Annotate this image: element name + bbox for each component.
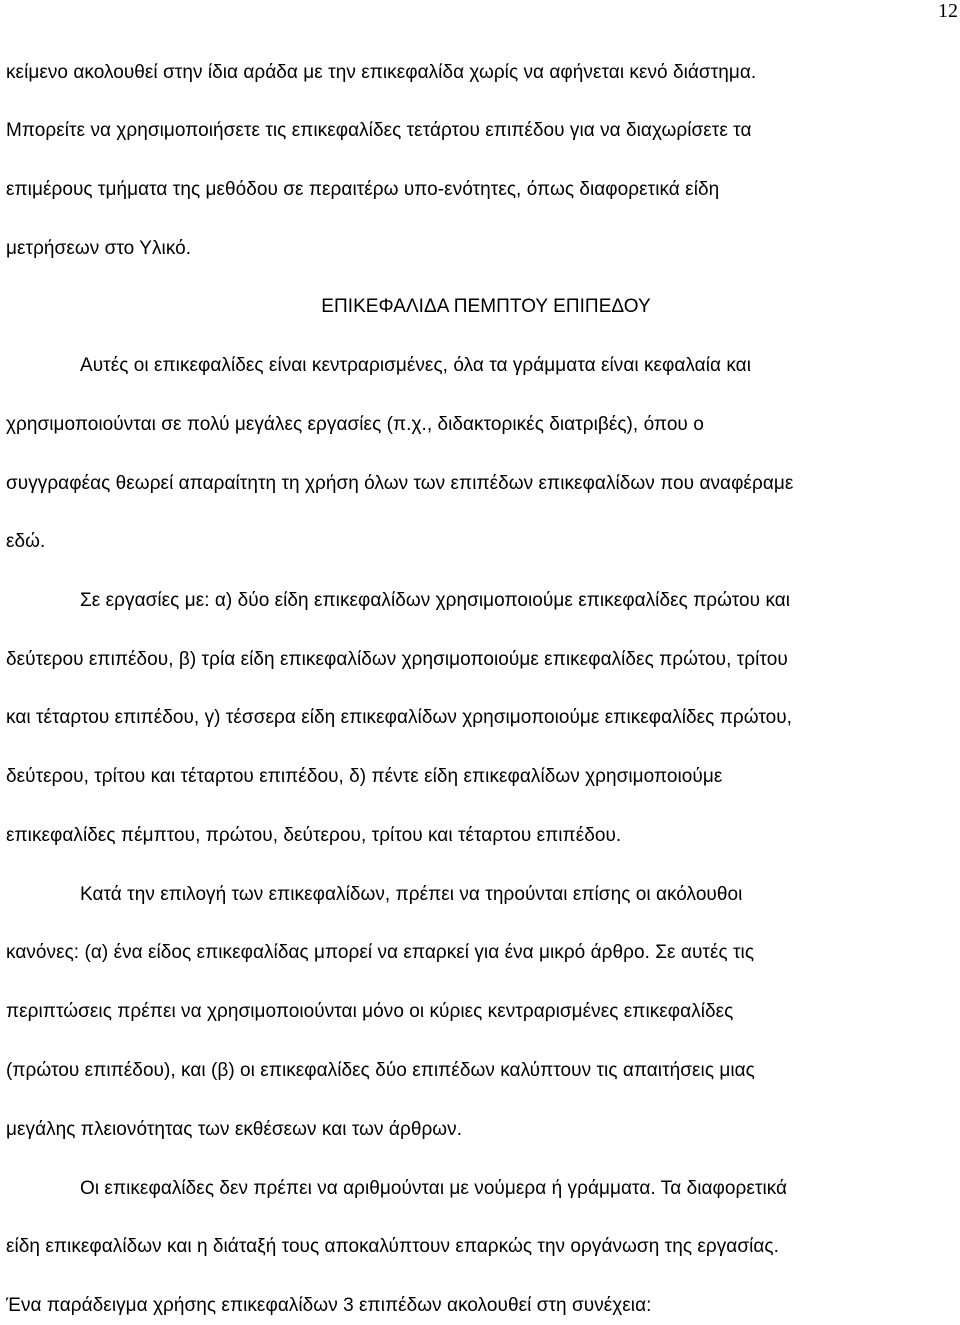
- text-line: επικεφαλίδες πέμπτου, πρώτου, δεύτερου, τρίτου και τέταρτου επιπέδου.: [6, 825, 622, 846]
- text-line: μεγάλης πλειονότητας των εκθέσεων και των άρθρων.: [6, 1119, 463, 1140]
- text-line: επιμέρους τμήματα της μεθόδου σε περαιτέρω υπο-ενότητες, όπως διαφορετικά είδη: [6, 179, 720, 200]
- text-line: Μπορείτε να χρησιμοποιήσετε τις επικεφαλίδες τετάρτου επιπέδου για να διαχωρίσετε τα: [6, 120, 752, 141]
- text-line: Οι επικεφαλίδες δεν πρέπει να αριθμούνται με νούμερα ή γράμματα. Τα διαφορετικά: [80, 1178, 788, 1199]
- text-line: μετρήσεων στο Υλικό.: [6, 238, 192, 259]
- page-number: 12: [938, 0, 958, 22]
- text-line: είδη επικεφαλίδων και η διάταξή τους αποκαλύπτουν επαρκώς την οργάνωση της εργασίας.: [6, 1236, 779, 1257]
- text-line: κείμενο ακολουθεί στην ίδια αράδα με την επικεφαλίδα χωρίς να αφήνεται κενό διάστημα.: [6, 62, 757, 83]
- text-line: συγγραφέας θεωρεί απαραίτητη τη χρήση όλων των επιπέδων επικεφαλίδων που αναφέραμε: [6, 473, 794, 494]
- text-line: χρησιμοποιούνται σε πολύ μεγάλες εργασίες (π.χ., διδακτορικές διατριβές), όπου ο: [6, 414, 704, 435]
- text-line: κανόνες: (α) ένα είδος επικεφαλίδας μπορεί να επαρκεί για ένα μικρό άρθρο. Σε αυτές τις: [6, 942, 755, 963]
- section-heading: ΕΠΙΚΕΦΑΛΙΔΑ ΠΕΜΠΤΟΥ ΕΠΙΠΕΔΟΥ: [321, 296, 651, 317]
- text-line: Ένα παράδειγμα χρήσης επικεφαλίδων 3 επιπέδων ακολουθεί στη συνέχεια:: [6, 1295, 652, 1316]
- text-line: (πρώτου επιπέδου), και (β) οι επικεφαλίδες δύο επιπέδων καλύπτουν τις απαιτήσεις μιας: [6, 1060, 755, 1081]
- text-line: Σε εργασίες με: α) δύο είδη επικεφαλίδων χρησιμοποιούμε επικεφαλίδες πρώτου και: [80, 590, 791, 611]
- text-line: εδώ.: [6, 531, 46, 552]
- text-line: Αυτές οι επικεφαλίδες είναι κεντραρισμένες, όλα τα γράμματα είναι κεφαλαία και: [80, 355, 751, 376]
- text-line: περιπτώσεις πρέπει να χρησιμοποιούνται μόνο οι κύριες κεντραρισμένες επικεφαλίδες: [6, 1001, 734, 1022]
- text-line: Κατά την επιλογή των επικεφαλίδων, πρέπει να τηρούνται επίσης οι ακόλουθοι: [80, 884, 743, 905]
- text-line: δεύτερου επιπέδου, β) τρία είδη επικεφαλίδων χρησιμοποιούμε επικεφαλίδες πρώτου, τρίτου: [6, 649, 788, 670]
- text-line: δεύτερου, τρίτου και τέταρτου επιπέδου, δ) πέντε είδη επικεφαλίδων χρησιμοποιούμε: [6, 766, 723, 787]
- text-line: και τέταρτου επιπέδου, γ) τέσσερα είδη επικεφαλίδων χρησιμοποιούμε επικεφαλίδες πρώτου,: [6, 707, 793, 728]
